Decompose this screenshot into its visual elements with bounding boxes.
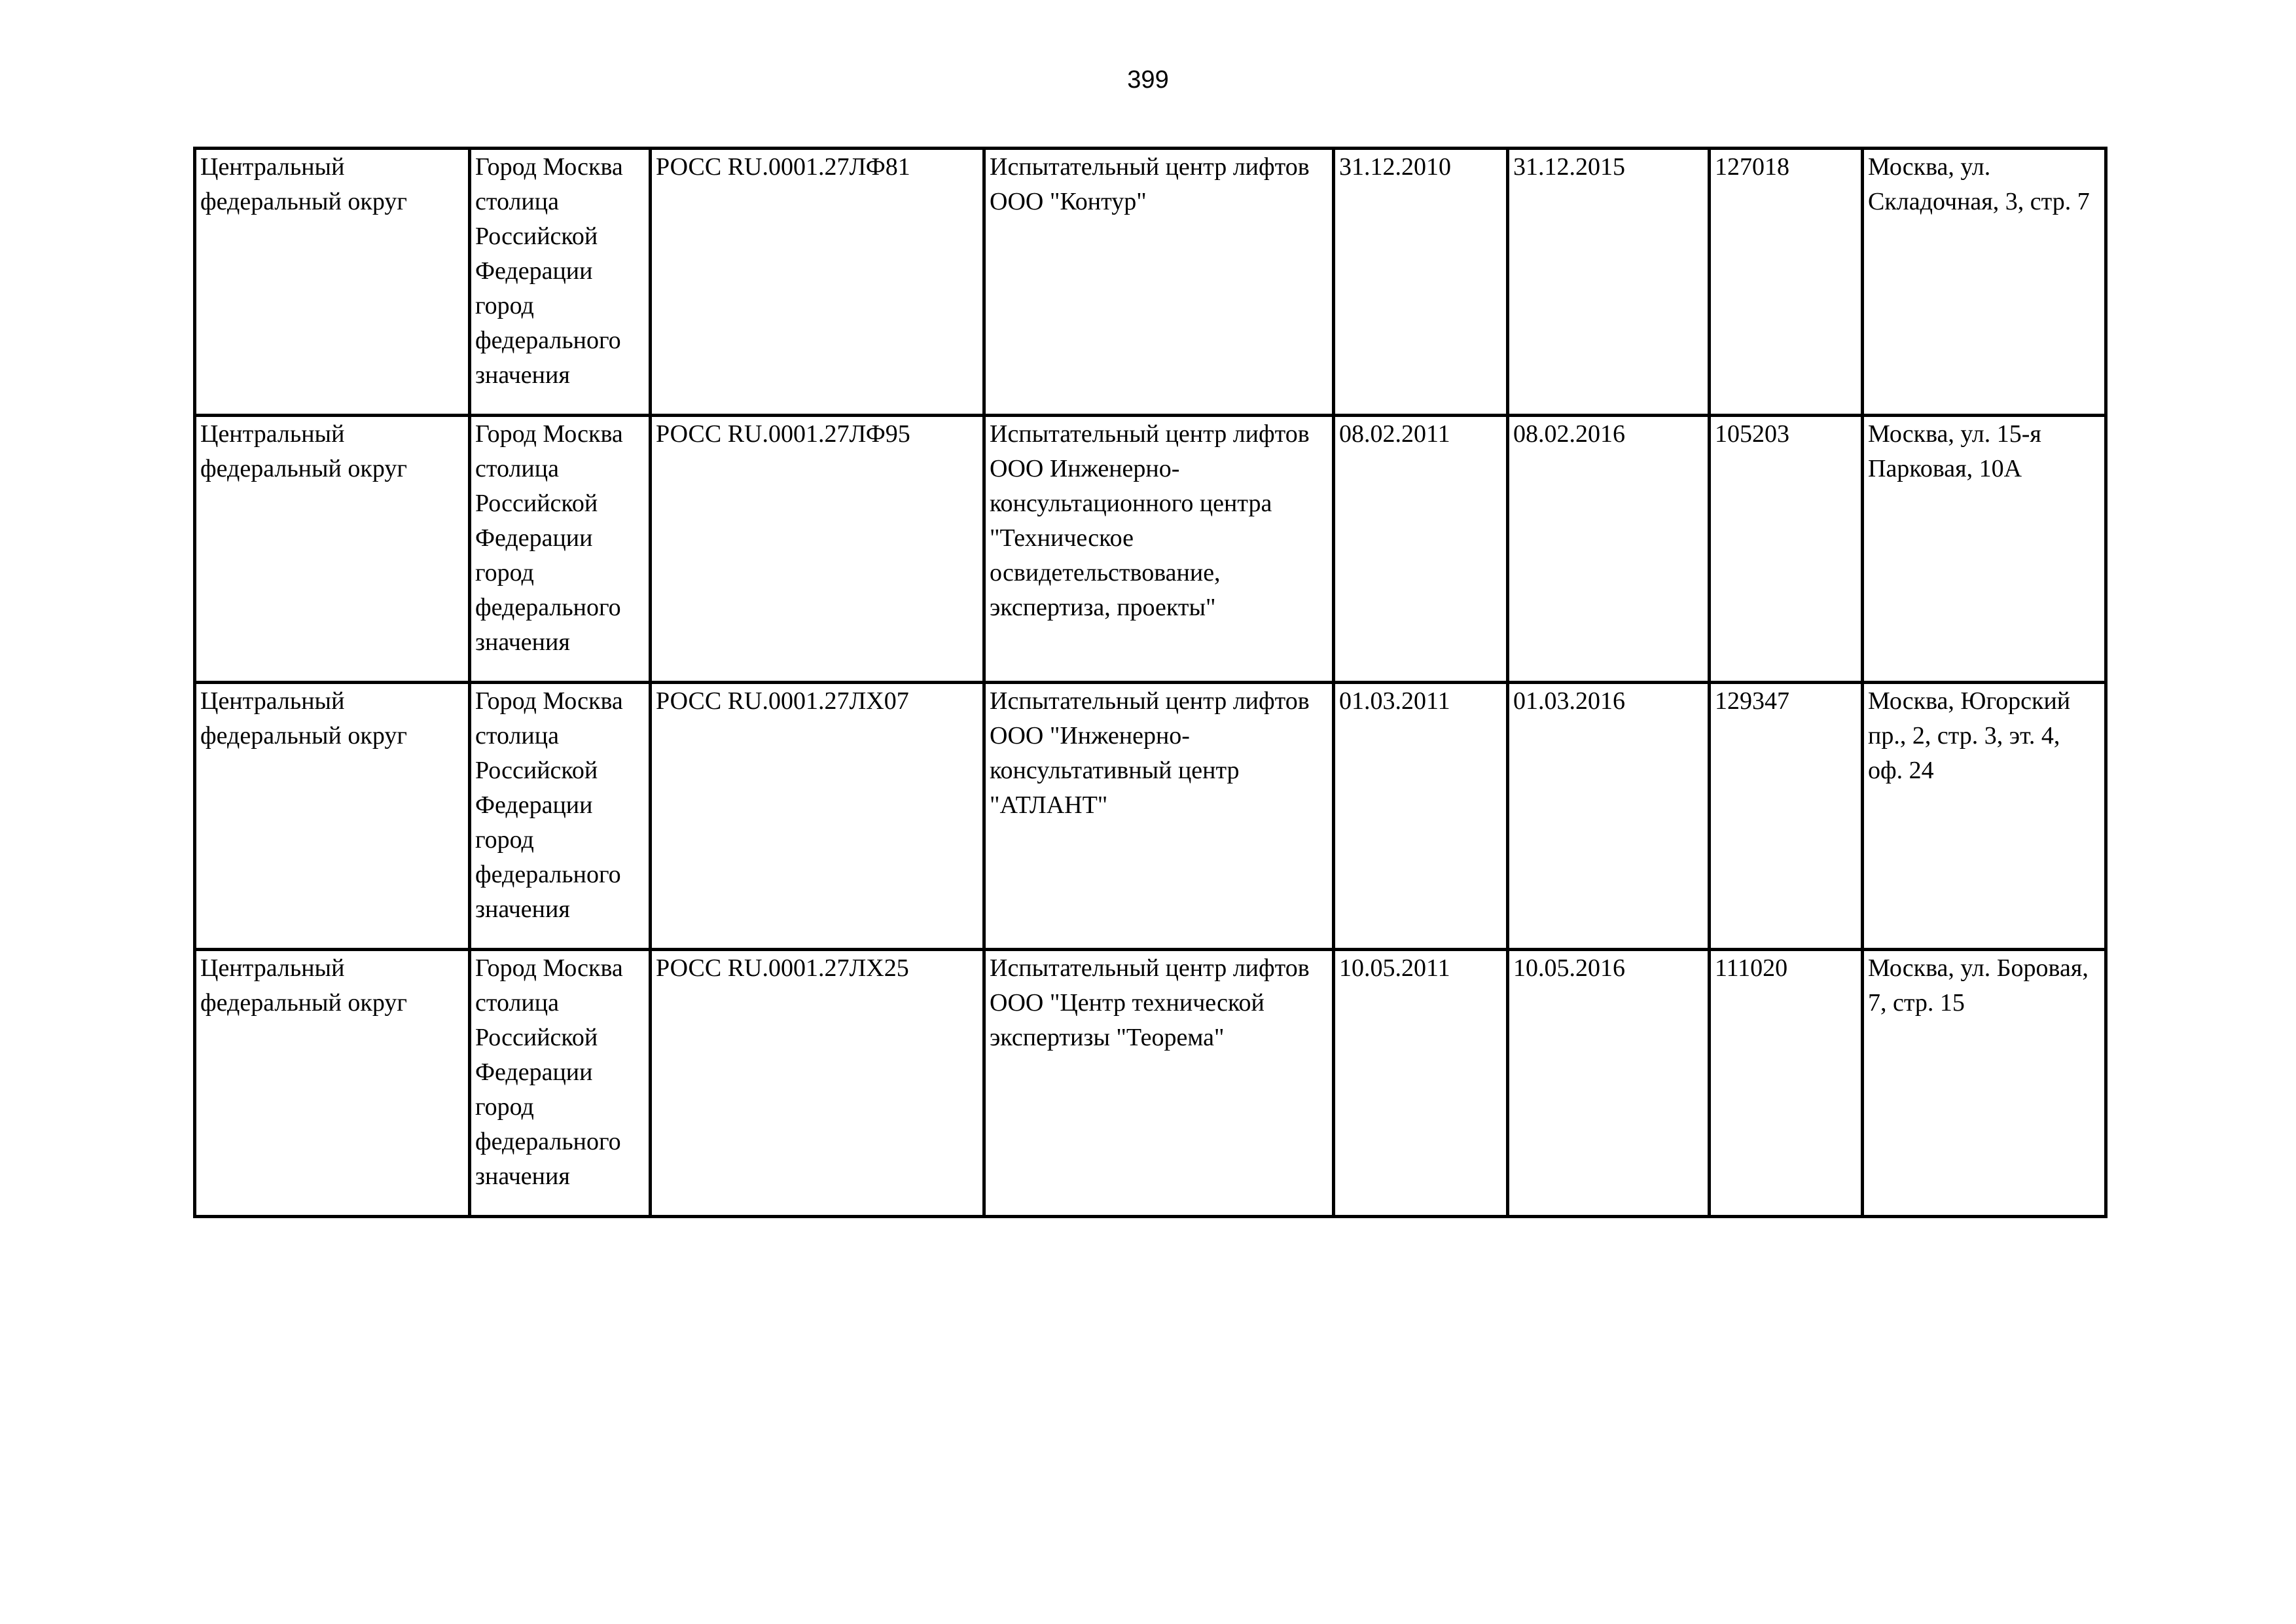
district-cell: Центральный федеральный округ [195,950,470,1217]
address-cell: Москва, ул. Складочная, 3, стр. 7 [1863,149,2106,416]
postcode-cell: 111020 [1710,950,1863,1217]
address-cell: Москва, Югорский пр., 2, стр. 3, эт. 4, оф. 24 [1863,683,2106,950]
address-cell: Москва, ул. Боровая, 7, стр. 15 [1863,950,2106,1217]
page-number: 399 [1127,66,1169,94]
date-from-cell: 08.02.2011 [1334,416,1508,683]
organization-cell: Испытательный центр лифтов ООО "Центр технической экспертизы "Теорема" [984,950,1334,1217]
certificate-cell: РОСС RU.0001.27ЛХ25 [651,950,984,1217]
date-from-cell: 01.03.2011 [1334,683,1508,950]
organization-cell: Испытательный центр лифтов ООО Инженерно-консультационного центра "Техническое освидетельствование, экспертиза, проекты" [984,416,1334,683]
district-cell: Центральный федеральный округ [195,416,470,683]
organization-cell: Испытательный центр лифтов ООО "Контур" [984,149,1334,416]
postcode-cell: 105203 [1710,416,1863,683]
certificate-cell: РОСС RU.0001.27ЛФ95 [651,416,984,683]
organization-cell: Испытательный центр лифтов ООО "Инженерно-консультативный центр "АТЛАНТ" [984,683,1334,950]
district-cell: Центральный федеральный округ [195,683,470,950]
region-cell: Город Москва столица Российской Федерации город федерального значения [470,683,651,950]
region-cell: Город Москва столица Российской Федерации город федерального значения [470,416,651,683]
certificate-cell: РОСС RU.0001.27ЛХ07 [651,683,984,950]
date-from-cell: 31.12.2010 [1334,149,1508,416]
date-to-cell: 01.03.2016 [1508,683,1710,950]
date-to-cell: 31.12.2015 [1508,149,1710,416]
address-cell: Москва, ул. 15-я Парковая, 10А [1863,416,2106,683]
postcode-cell: 127018 [1710,149,1863,416]
table-row [195,416,2106,683]
region-cell: Город Москва столица Российской Федерации город федерального значения [470,149,651,416]
registry-table [193,147,2108,1218]
date-to-cell: 08.02.2016 [1508,416,1710,683]
table-row [195,683,2106,950]
certificate-cell: РОСС RU.0001.27ЛФ81 [651,149,984,416]
district-cell: Центральный федеральный округ [195,149,470,416]
date-to-cell: 10.05.2016 [1508,950,1710,1217]
date-from-cell: 10.05.2011 [1334,950,1508,1217]
table-row [195,149,2106,416]
postcode-cell: 129347 [1710,683,1863,950]
region-cell: Город Москва столица Российской Федерации город федерального значения [470,950,651,1217]
table-row [195,950,2106,1217]
